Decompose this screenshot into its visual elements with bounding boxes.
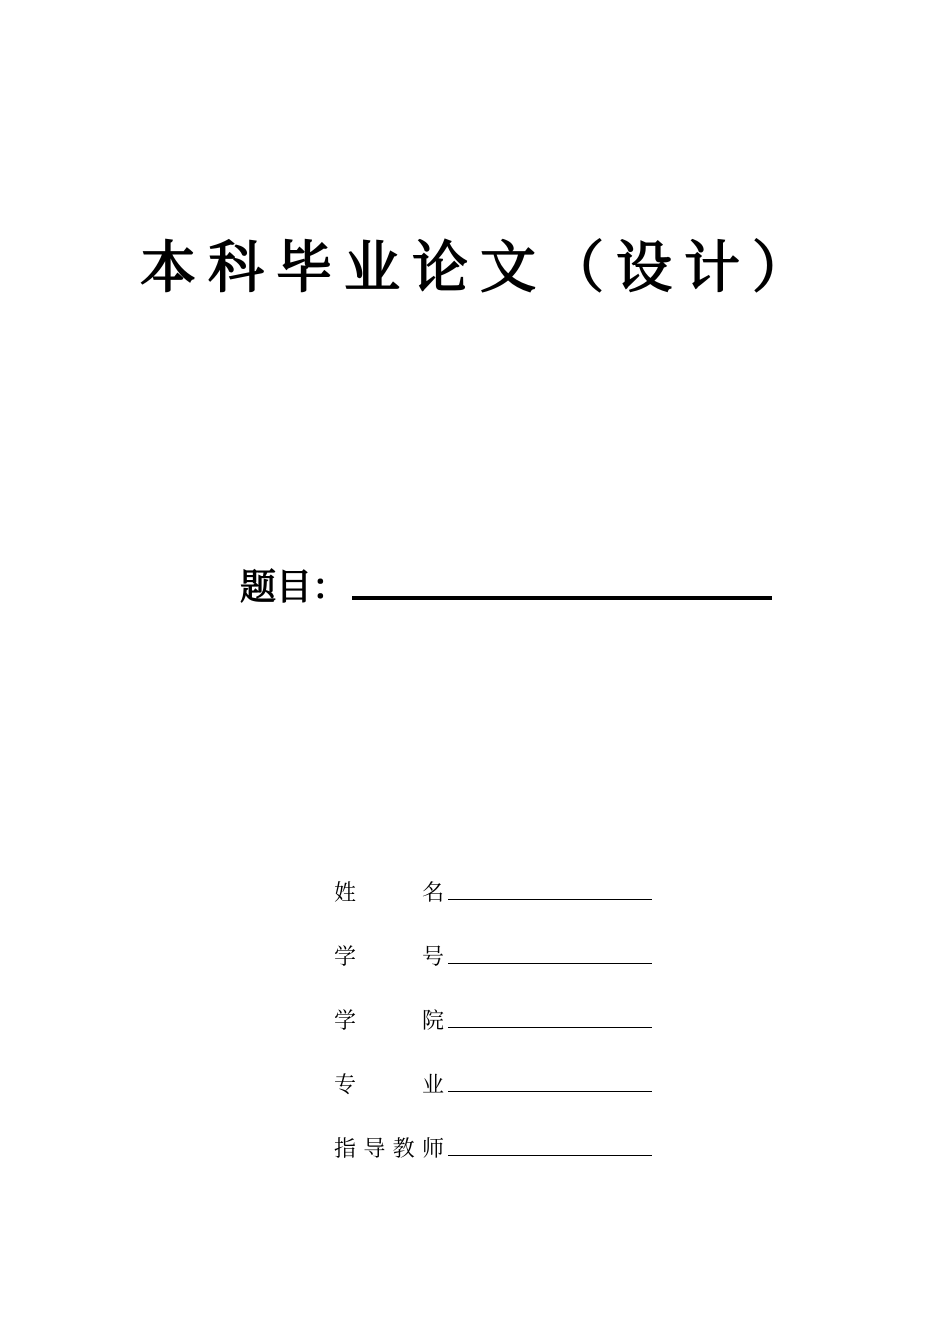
field-student-id-blank-line: [448, 963, 652, 964]
label-char: 院: [421, 1009, 444, 1034]
field-college-row: [334, 976, 664, 1040]
field-major-row: [334, 1040, 664, 1104]
field-student-id-label: [334, 940, 444, 976]
field-advisor-label: [334, 1132, 444, 1168]
label-char: 教: [392, 1137, 415, 1162]
field-name-label: [334, 876, 444, 912]
student-info-list: [334, 848, 664, 1168]
label-char: 名: [421, 881, 444, 906]
label-char: 学: [334, 945, 357, 970]
label-char: 指: [334, 1137, 357, 1162]
label-char: 号: [421, 945, 444, 970]
label-char: 学: [334, 1009, 357, 1034]
topic-label: 题目：: [240, 567, 349, 608]
field-student-id-row: [334, 912, 664, 976]
label-char: 师: [421, 1137, 444, 1162]
field-college-label: [334, 1004, 444, 1040]
label-char: 姓: [334, 881, 357, 906]
field-name-blank-line: [448, 899, 652, 900]
field-major-blank-line: [448, 1091, 652, 1092]
field-name-row: [334, 848, 664, 912]
topic-row: [240, 558, 780, 610]
label-char: 专: [334, 1073, 357, 1098]
topic-blank-line: [352, 596, 772, 600]
label-char: 导: [363, 1137, 386, 1162]
field-advisor-blank-line: [448, 1155, 652, 1156]
field-college-blank-line: [448, 1027, 652, 1028]
field-advisor-row: [334, 1104, 664, 1168]
field-major-label: [334, 1068, 444, 1104]
main-title: 本科毕业论文（设计）: [140, 235, 820, 301]
label-char: 业: [421, 1073, 444, 1098]
